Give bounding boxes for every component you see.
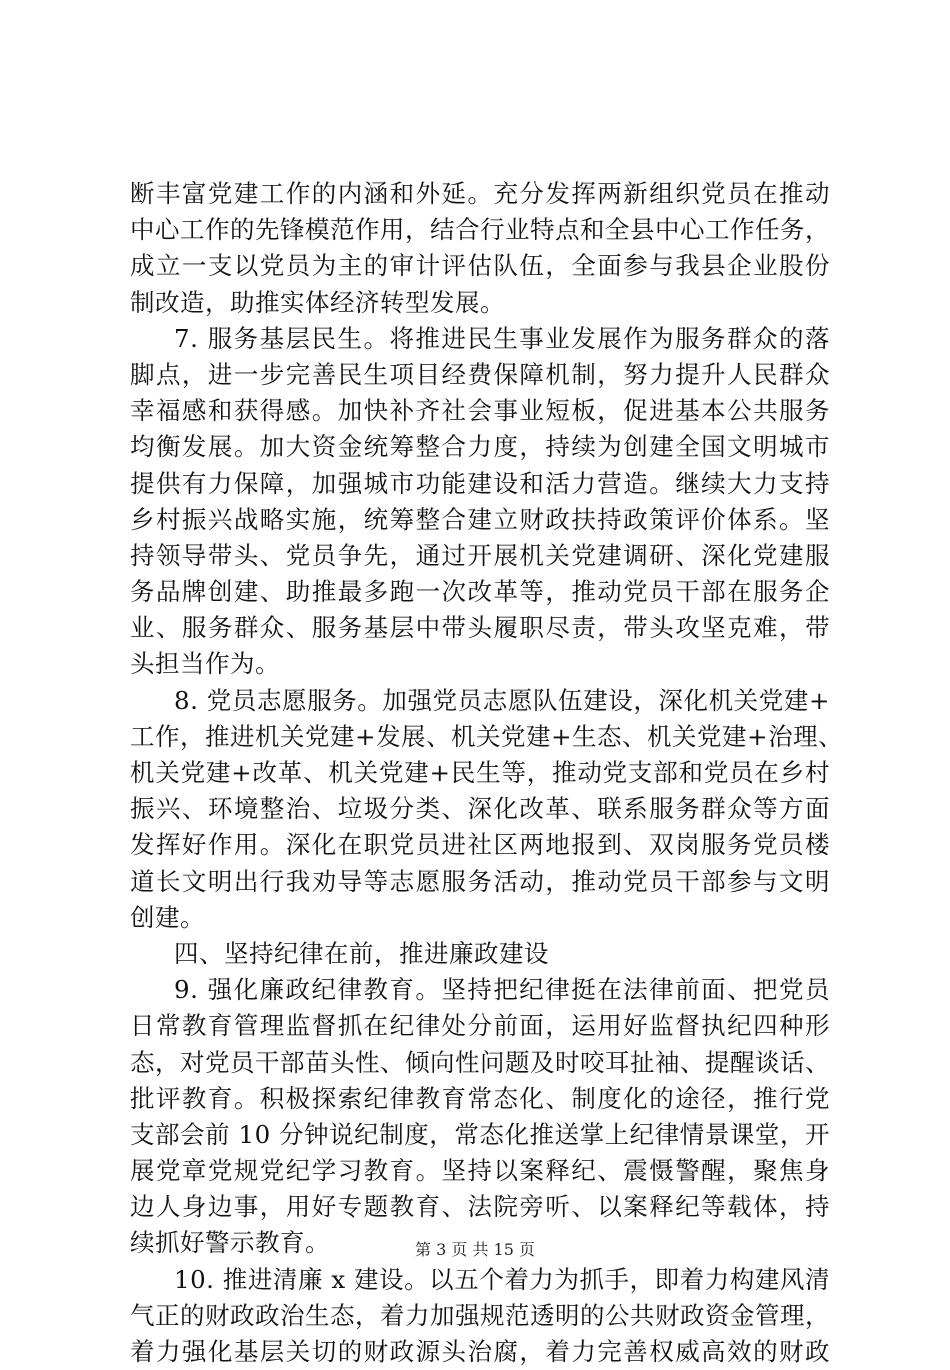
text-line: 9. 强化廉政纪律教育。坚持把纪律挺在法律前面、把党员 [174,975,830,1005]
text-line: 7. 服务基层民生。将推进民生事业发展作为服务群众的落 [174,323,830,353]
text-line: 持领导带头、党员争先，通过开展机关党建调研、深化党建服 [130,540,830,570]
text-line: 幸福感和获得感。加快补齐社会事业短板，促进基本公共服务 [130,396,830,426]
text-line: 道长文明出行我劝导等志愿服务活动，推动党员干部参与文明 [130,866,830,896]
text-line: 批评教育。积极探索纪律教育常态化、制度化的途径，推行党 [130,1083,830,1113]
text-line: 脚点，进一步完善民生项目经费保障机制，努力提升人民群众 [130,359,830,389]
text-line: 机关党建+改革、机关党建+民生等，推动党支部和党员在乡村 [130,758,830,787]
page-footer: 第 3 页 共 15 页 [415,1240,535,1259]
text-line: 断丰富党建工作的内涵和外延。充分发挥两新组织党员在推动 [130,179,830,208]
text-line: 中心工作的先锋模范作用，结合行业特点和全县中心工作任务， [130,215,830,245]
text-line: 日常教育管理监督抓在纪律处分前面，运用好监督执纪四种形 [130,1011,830,1041]
text-line: 续抓好警示教育。 [130,1228,330,1258]
text-line: 制改造，助推实体经济转型发展。 [130,287,505,317]
text-line: 工作，推进机关党建+发展、机关党建+生态、机关党建+治理、 [130,721,844,751]
text-line: 着力强化基层关切的财政源头治腐，着力完善权威高效的财政 [130,1337,830,1366]
text-line: 10. 推进清廉 x 建设。以五个着力为抓手，即着力构建风清 [174,1264,830,1294]
text-line: 创建。 [130,902,205,932]
text-line: 乡村振兴战略实施，统筹整合建立财政扶持政策评价体系。坚 [130,504,830,534]
text-line: 边人身边事，用好专题教育、法院旁听、以案释纪等载体，持 [130,1192,830,1222]
text-line: 均衡发展。加大资金统筹整合力度，持续为创建全国文明城市 [130,432,830,462]
text-line: 态，对党员干部苗头性、倾向性问题及时咬耳扯袖、提醒谈话、 [130,1047,830,1077]
document-body [130,176,844,1370]
text-line: 提供有力保障，加强城市功能建设和活力营造。继续大力支持 [130,468,830,498]
text-line: 成立一支以党员为主的审计评估队伍，全面参与我县企业股份 [130,251,830,281]
text-line: 业、服务群众、服务基层中带头履职尽责，带头攻坚克难，带 [130,613,830,643]
text-line: 支部会前 10 分钟说纪制度，常态化推送掌上纪律情景课堂，开 [130,1119,830,1149]
text-line: 发挥好作用。深化在职党员进社区两地报到、双岗服务党员楼 [130,830,830,860]
text-line: 务品牌创建、助推最多跑一次改革等，推动党员干部在服务企 [130,577,830,607]
text-line: 四、坚持纪律在前，推进廉政建设 [174,938,549,968]
text-line: 8. 党员志愿服务。加强党员志愿队伍建设，深化机关党建+ [174,685,830,715]
text-line: 振兴、环境整治、垃圾分类、深化改革、联系服务群众等方面 [130,794,830,824]
text-line: 头担当作为。 [130,649,280,679]
text-line: 气正的财政政治生态，着力加强规范透明的公共财政资金管理， [130,1300,830,1330]
text-line: 展党章党规党纪学习教育。坚持以案释纪、震慑警醒，聚焦身 [130,1156,830,1186]
